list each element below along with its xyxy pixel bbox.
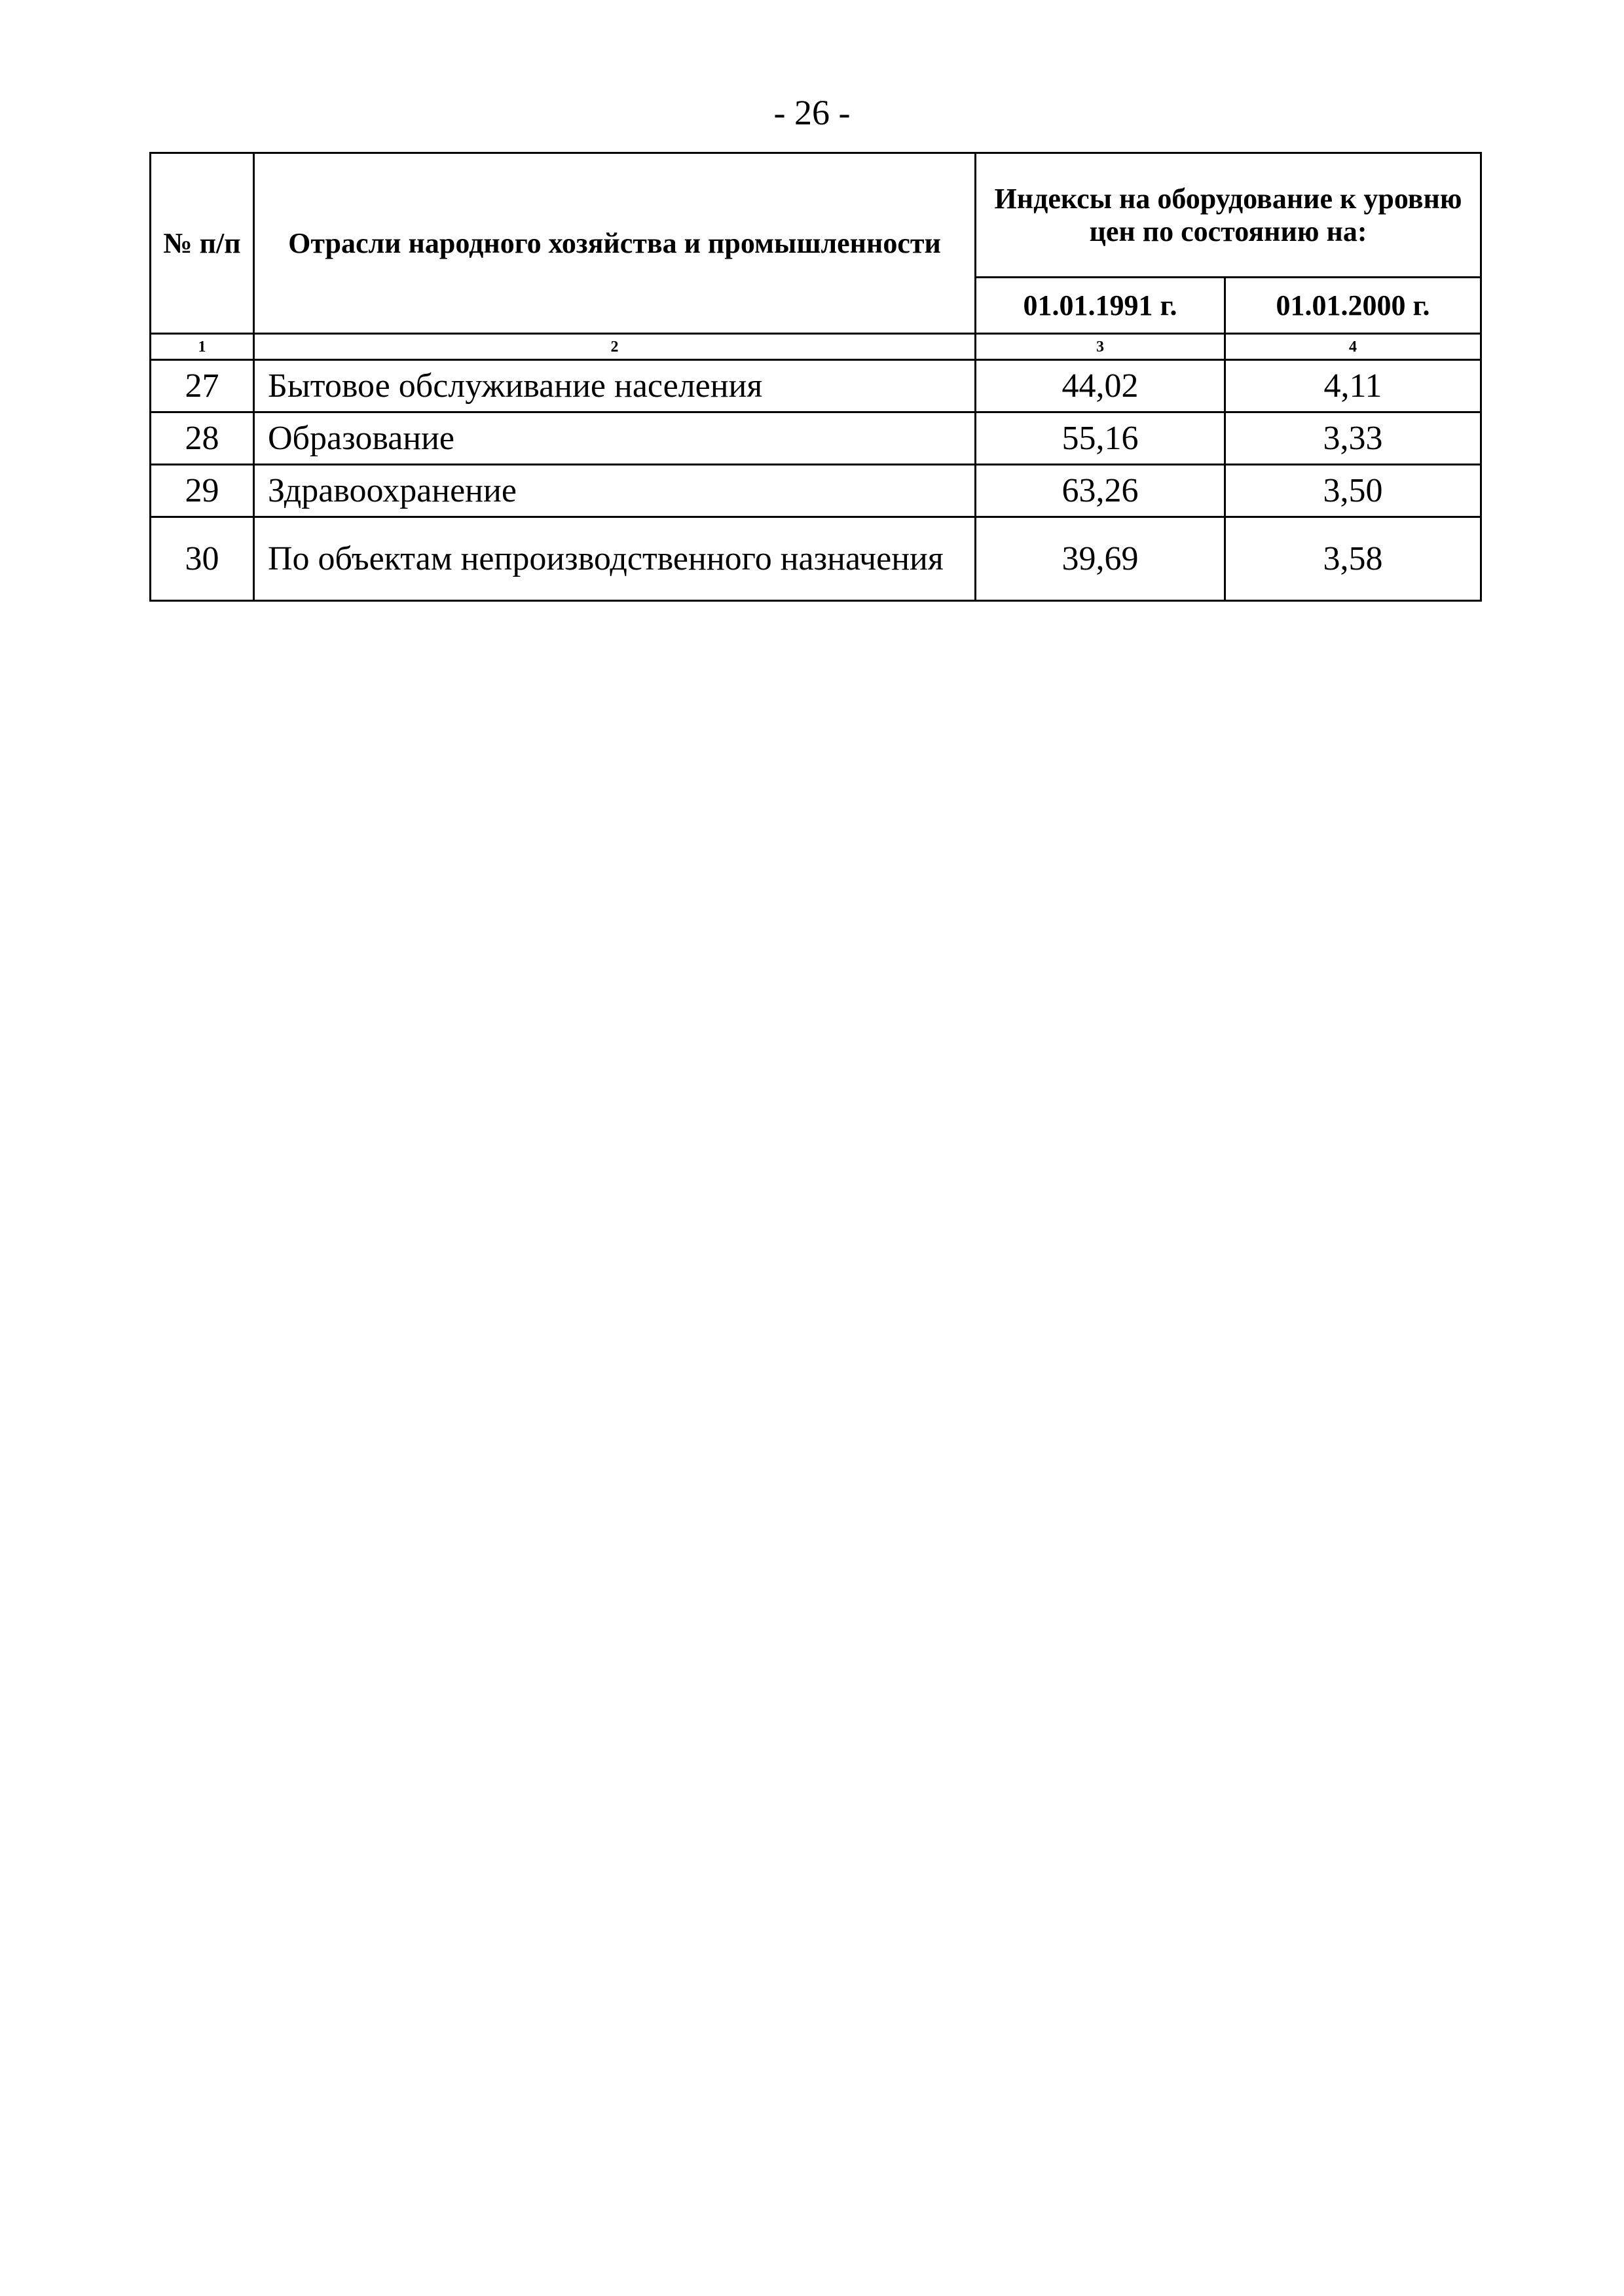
table-row bbox=[151, 412, 1481, 465]
row-index-2000: 3,58 bbox=[1225, 517, 1481, 601]
row-number: 30 bbox=[151, 517, 254, 601]
table-row bbox=[151, 465, 1481, 517]
row-branch-name: Здравоохранение bbox=[254, 465, 976, 517]
header-number: № п/п bbox=[151, 153, 254, 334]
table-row bbox=[151, 517, 1481, 601]
row-number: 28 bbox=[151, 412, 254, 465]
row-index-1991: 39,69 bbox=[976, 517, 1225, 601]
row-branch-name: По объектам непроизводственного назначения bbox=[254, 517, 976, 601]
row-index-1991: 44,02 bbox=[976, 360, 1225, 412]
row-branch-name: Образование bbox=[254, 412, 976, 465]
column-numbers-row bbox=[151, 334, 1481, 360]
table-row bbox=[151, 360, 1481, 412]
header-date-1991: 01.01.1991 г. bbox=[976, 278, 1225, 334]
header-date-2000: 01.01.2000 г. bbox=[1225, 278, 1481, 334]
row-branch-name: Бытовое обслуживание населения bbox=[254, 360, 976, 412]
column-number: 2 bbox=[254, 334, 976, 360]
row-index-1991: 63,26 bbox=[976, 465, 1225, 517]
row-number: 29 bbox=[151, 465, 254, 517]
price-index-table bbox=[149, 152, 1482, 602]
header-indices: Индексы на оборудование к уровню цен по состоянию на: bbox=[976, 153, 1481, 278]
header-branch: Отрасли народного хозяйства и промышленности bbox=[254, 153, 976, 334]
row-index-1991: 55,16 bbox=[976, 412, 1225, 465]
table-header-row bbox=[151, 153, 1481, 278]
row-index-2000: 3,33 bbox=[1225, 412, 1481, 465]
page-number: - 26 - bbox=[773, 93, 851, 132]
column-number: 4 bbox=[1225, 334, 1481, 360]
row-number: 27 bbox=[151, 360, 254, 412]
column-number: 3 bbox=[976, 334, 1225, 360]
column-number: 1 bbox=[151, 334, 254, 360]
row-index-2000: 4,11 bbox=[1225, 360, 1481, 412]
row-index-2000: 3,50 bbox=[1225, 465, 1481, 517]
